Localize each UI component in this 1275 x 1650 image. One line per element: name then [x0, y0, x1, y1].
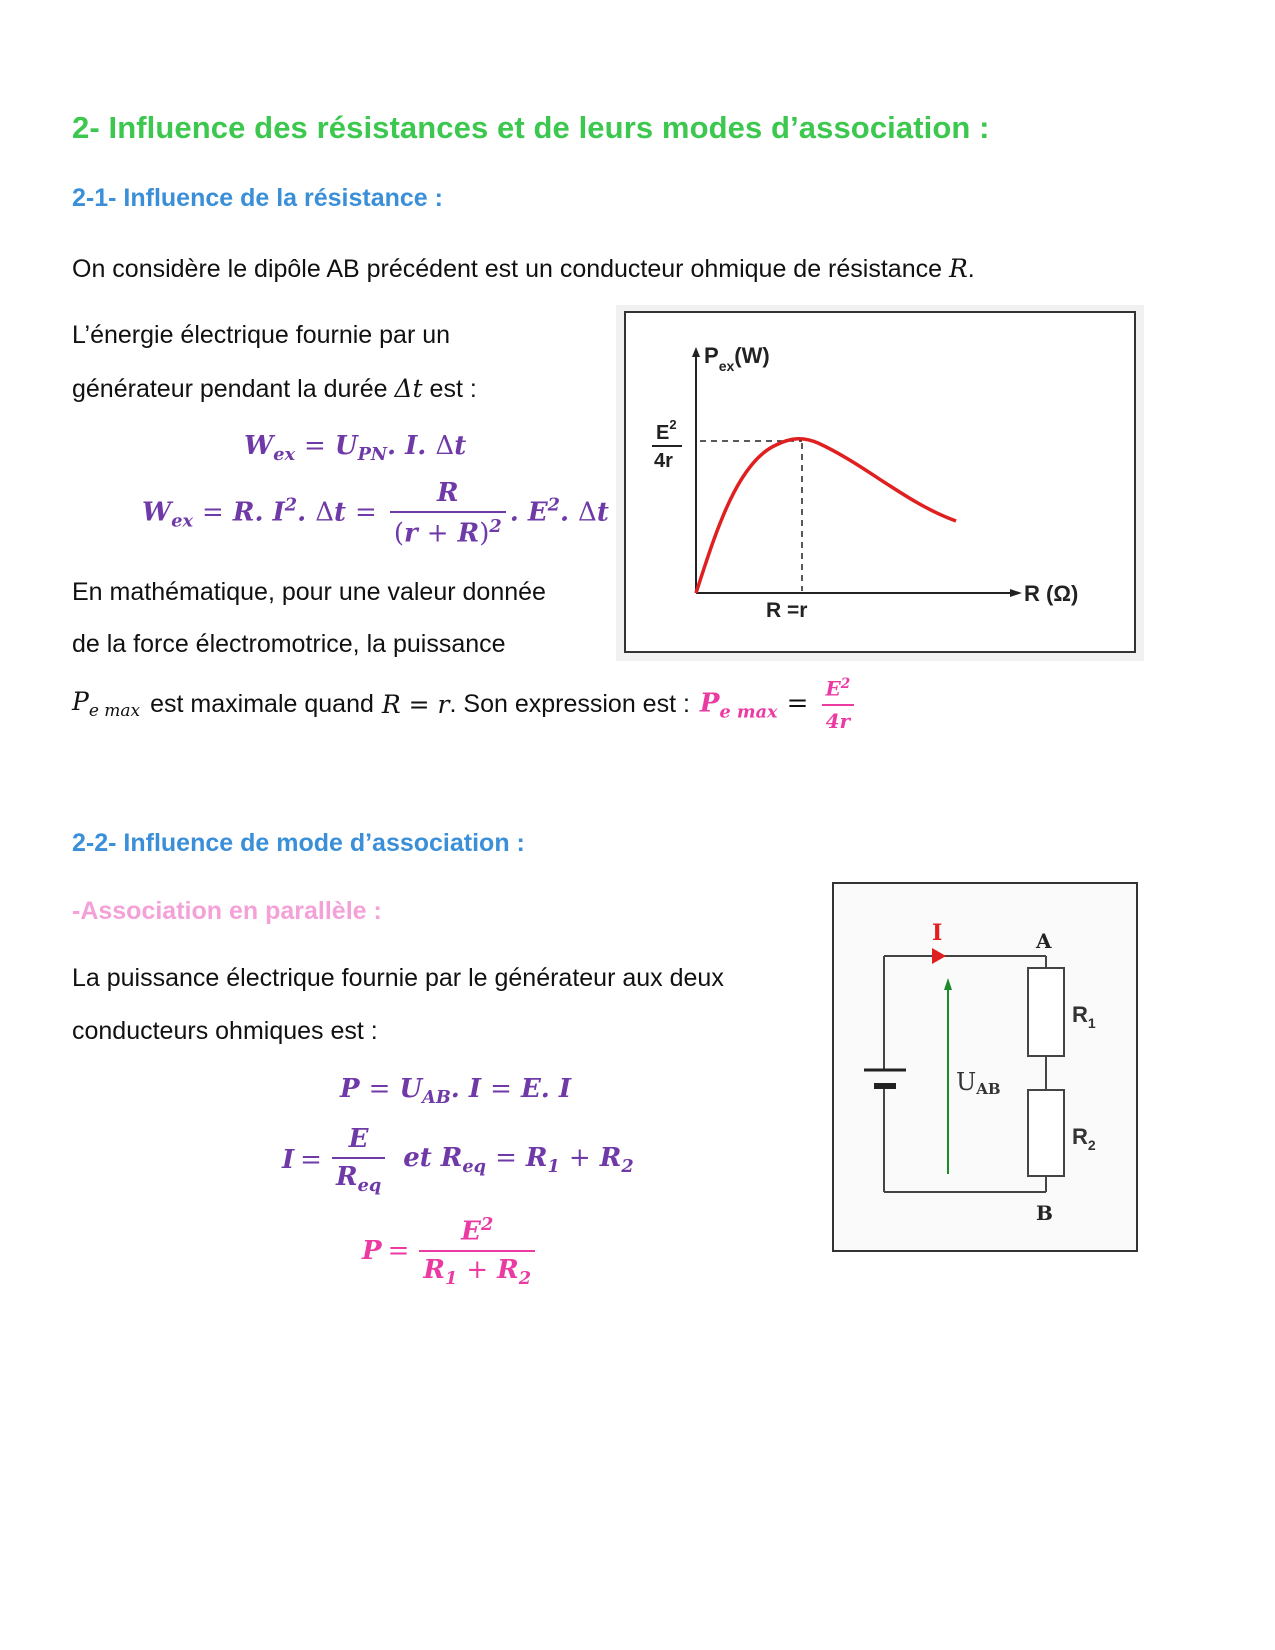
max-power-text: est maximale quand — [150, 689, 374, 718]
current-label: I — [932, 920, 943, 946]
equation-power: $P = U_{AB}$. I = E. I — [340, 1074, 572, 1109]
y-tick-numerator: $E^2$ — [656, 417, 677, 444]
math-line-2: de la force électromotrice, la puissance — [72, 630, 506, 658]
energy-line-2-end: est : — [429, 375, 477, 403]
circuit-diagram — [834, 884, 1136, 1250]
power-curve — [696, 439, 956, 593]
max-power-line — [72, 676, 858, 733]
max-power-var: $P_{e max}$ — [72, 687, 141, 722]
max-power-text-end: . Son expression est : — [449, 689, 690, 718]
voltage-label: UAB — [956, 1068, 1001, 1098]
energy-line-2 — [72, 374, 477, 404]
energy-line-2-text: générateur pendant la durée — [72, 375, 388, 403]
power-text-line-1: La puissance électrique fournie par le générateur aux deux — [72, 964, 724, 992]
x-tick-label: R =r — [766, 599, 808, 622]
subheading-association: 2-2- Influence de mode d’association : — [72, 829, 525, 857]
resistor-r2 — [1028, 1090, 1064, 1176]
intro-paragraph: On considère le dipôle AB précédent est un conducteur ohmique de résistance R. — [72, 254, 975, 283]
y-axis-arrow — [692, 347, 700, 357]
y-tick-denominator: 4r — [654, 450, 673, 472]
energy-duration-var: Δt — [394, 374, 423, 403]
subheading-parallel: -Association en parallèle : — [72, 897, 382, 925]
x-axis-arrow — [1010, 589, 1022, 597]
node-a-label: A — [1036, 929, 1052, 953]
intro-var: R — [948, 254, 968, 283]
circuit-figure — [832, 882, 1138, 1252]
power-text-line-2: conducteurs ohmiques est : — [72, 1017, 378, 1045]
subheading-resistance: 2-1- Influence de la résistance : — [72, 184, 443, 212]
equation-energy-1: $W_{ex} = U_{PN}$. I. Δt — [244, 431, 467, 466]
equation-energy-2: $W_{ex} = R$. $I^2$. Δt = $\frac{R}{(r + R)^2}$ . $E^2$. Δt — [142, 478, 609, 549]
max-power-condition: R = r — [381, 689, 450, 719]
max-power-formula: $P_{e max}$ = $\frac{E^2}{4r}$ — [700, 676, 858, 733]
x-axis-label: R (Ω) — [1024, 581, 1079, 606]
resistor-r1 — [1028, 968, 1064, 1056]
power-graph-figure — [616, 305, 1144, 661]
math-line-1: En mathématique, pour une valeur donnée — [72, 578, 546, 606]
r1-label: $R_1$ — [1072, 1002, 1096, 1031]
power-graph-frame — [624, 311, 1136, 653]
y-axis-label: $P_{ex}(W)$ — [704, 343, 770, 374]
power-graph — [626, 313, 1134, 651]
main-heading: 2- Influence des résistances et de leurs modes d’association : — [72, 110, 990, 145]
energy-line-1: L’énergie électrique fournie par un — [72, 321, 451, 349]
node-b-label: B — [1036, 1201, 1053, 1225]
equation-power-final: P = $\frac{E^2}{R_1 + R_2}$ — [362, 1214, 539, 1289]
r2-label: $R_2$ — [1072, 1124, 1096, 1153]
equation-current: I = $\frac{E}{R_{eq}}$ et $R_{eq} = R_1 + R_2$ — [282, 1124, 634, 1197]
intro-text: On considère le dipôle AB précédent est un conducteur ohmique de résistance — [72, 255, 942, 283]
